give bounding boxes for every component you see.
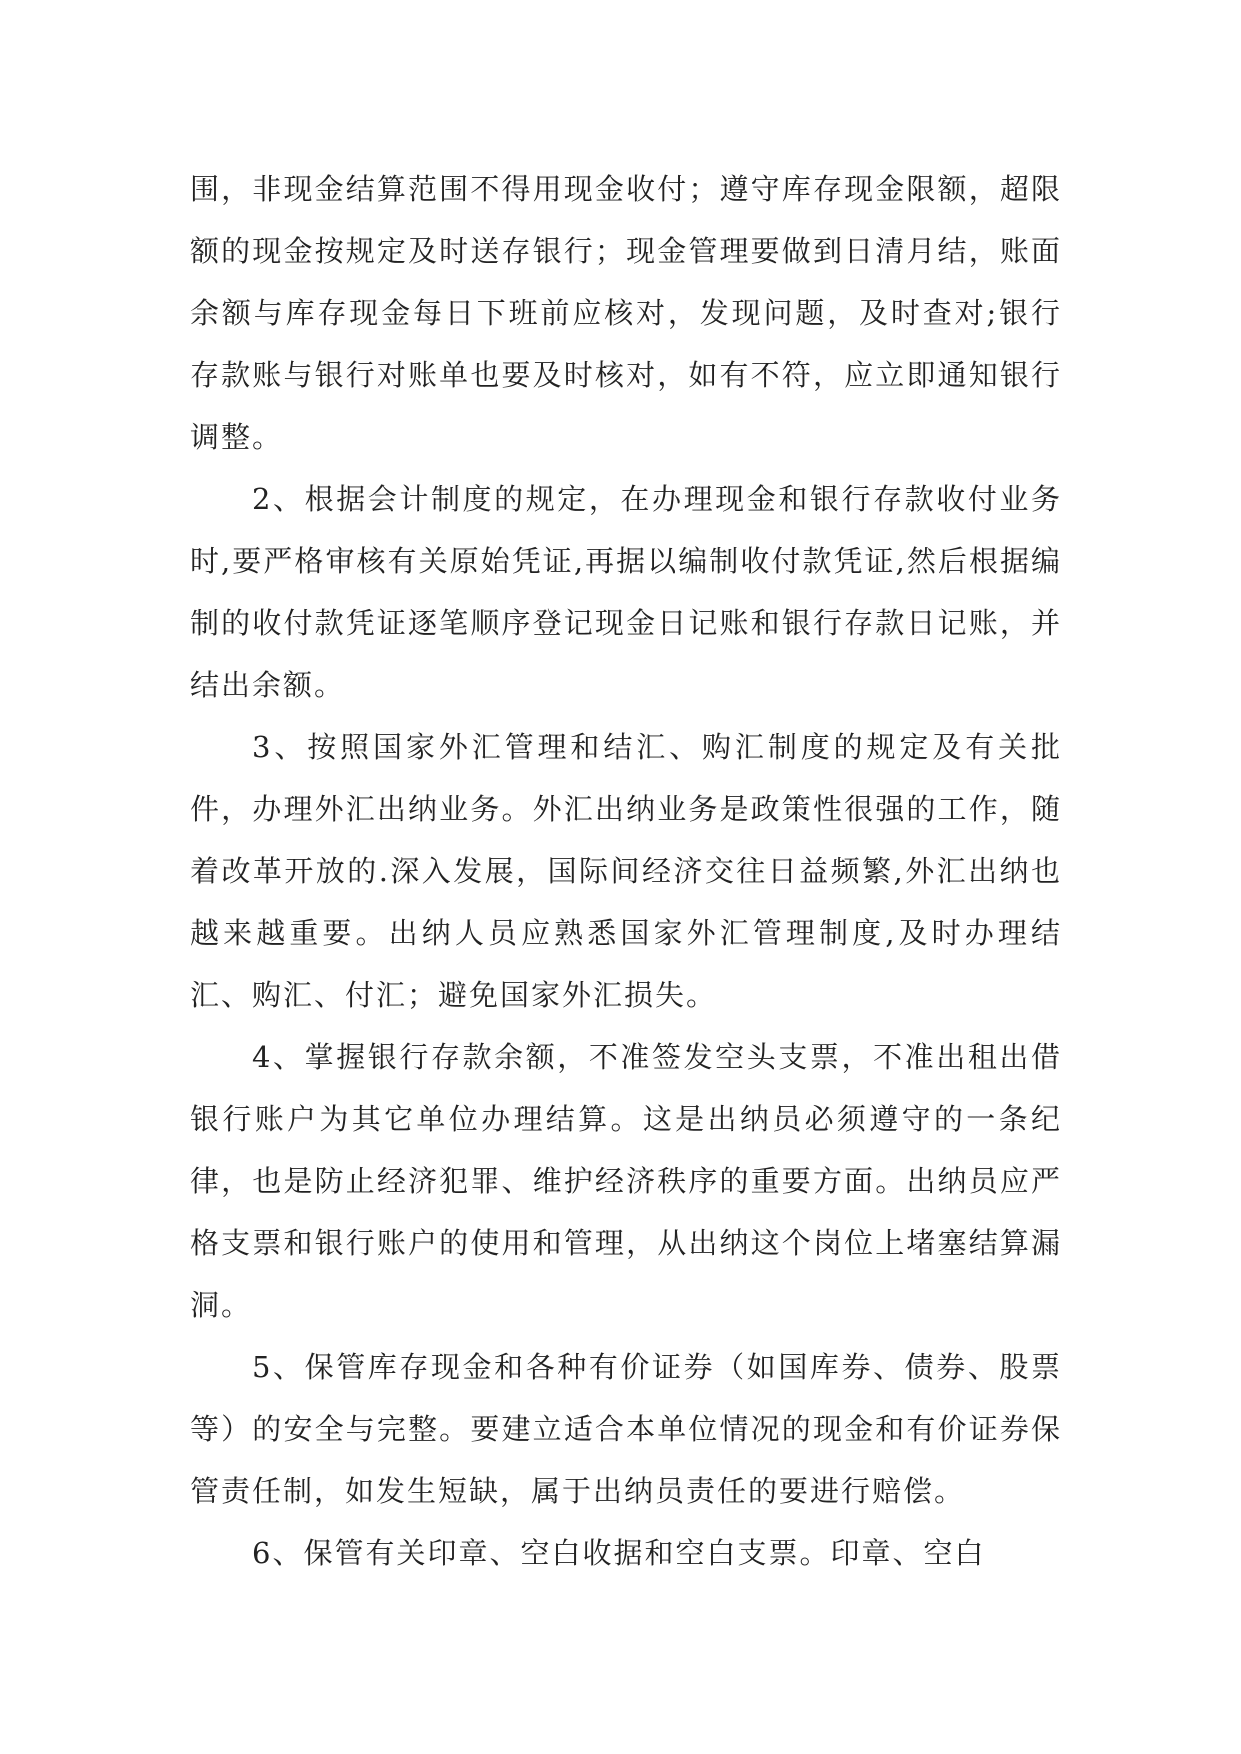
document-body	[190, 158, 1062, 1584]
paragraph-item-2: 2、根据会计制度的规定，在办理现金和银行存款收付业务时,要严格审核有关原始凭证,再据以编制收付款凭证,然后根据编制的收付款凭证逐笔顺序登记现金日记账和银行存款日记账，并结出余额。	[190, 482, 1062, 702]
paragraph-item-4: 4、掌握银行存款余额，不准签发空头支票，不准出租出借银行账户为其它单位办理结算。这是出纳员必须遵守的一条纪律，也是防止经济犯罪、维护经济秩序的重要方面。出纳员应严格支票和银行账户的使用和管理，从出纳这个岗位上堵塞结算漏洞。	[190, 1040, 1062, 1322]
paragraph-cash-management: 围，非现金结算范围不得用现金收付；遵守库存现金限额，超限额的现金按规定及时送存银行；现金管理要做到日清月结，账面余额与库存现金每日下班前应核对，发现问题，及时查对;银行存款账与银行对账单也要及时核对，如有不符，应立即通知银行调整。	[190, 172, 1062, 454]
paragraph-item-3: 3、按照国家外汇管理和结汇、购汇制度的规定及有关批件，办理外汇出纳业务。外汇出纳业务是政策性很强的工作，随着改革开放的.深入发展，国际间经济交往日益频繁,外汇出纳也越来越重要。出纳人员应熟悉国家外汇管理制度,及时办理结汇、购汇、付汇；避免国家外汇损失。	[190, 730, 1062, 1012]
paragraph-item-6: 6、保管有关印章、空白收据和空白支票。印章、空白	[252, 1536, 986, 1570]
paragraph-item-5: 5、保管库存现金和各种有价证券（如国库券、债券、股票等）的安全与完整。要建立适合本单位情况的现金和有价证券保管责任制，如发生短缺，属于出纳员责任的要进行赔偿。	[190, 1350, 1062, 1508]
